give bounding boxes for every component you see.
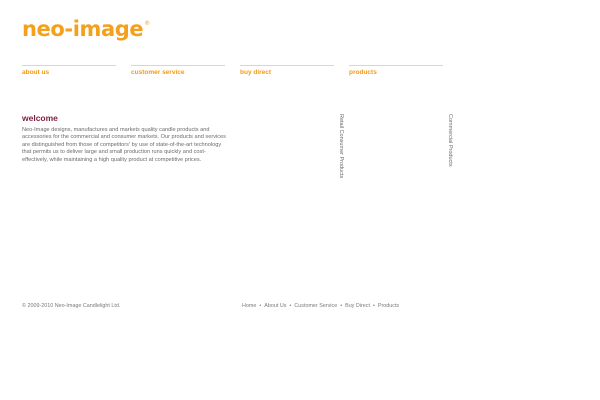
welcome-heading: welcome [22,113,58,123]
footer-nav [242,303,399,309]
nav-products[interactable]: products [349,65,443,76]
registered-mark: ® [144,20,151,27]
footer-link-products[interactable]: Products [377,303,400,309]
footer-link-buy-direct[interactable]: Buy Direct [345,303,370,309]
footer-separator: • [372,303,375,309]
footer-separator: • [340,303,343,309]
nav-about-us[interactable]: about us [22,65,116,76]
logo[interactable] [22,14,150,44]
footer-separator: • [289,303,292,309]
footer-link-about-us[interactable]: About Us [264,303,287,309]
welcome-paragraph: Neo-Image designs, manufactures and markets quality candle products and accessories for the commercial and consumer markets. Our products and services are distinguished from those of competitors' by use of state-of-the-art technology that permits us to deliver large and small production runs quickly and cost-effectively, while maintaining a high quality product at competitive prices. [22,127,226,163]
footer-link-home[interactable]: Home [242,303,257,309]
commercial-products-link[interactable]: Commercial Products [447,114,453,167]
nav-customer-service[interactable]: customer service [131,65,225,76]
retail-consumer-products-link[interactable]: Retail Consumer Products [338,114,344,179]
copyright-text: © 2009-2010 Neo-Image Candlelight Ltd. [22,303,121,309]
footer-link-customer-service[interactable]: Customer Service [294,303,338,309]
footer-separator: • [259,303,262,309]
logo-text: neo-image [22,17,144,41]
nav-buy-direct[interactable]: buy direct [240,65,334,76]
